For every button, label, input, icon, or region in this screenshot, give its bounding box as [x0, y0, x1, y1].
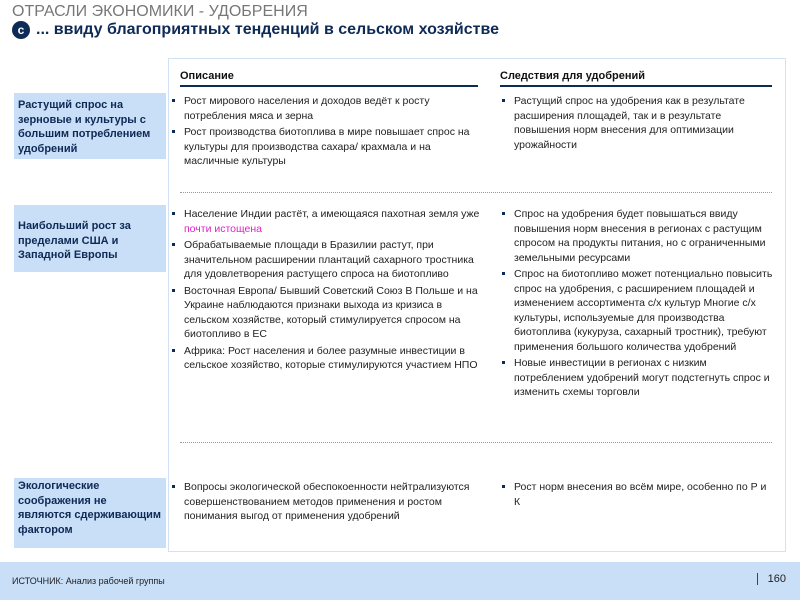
bullet: Вопросы экологической обеспокоенности нейтрализуются совершенствованием методов применения и ростом понимания выгод от применения удобрений [170, 480, 470, 524]
row2-description [170, 207, 486, 375]
row-label-ecology: Экологические соображения не являются сдерживающим фактором [14, 478, 166, 548]
bullet: Новые инвестиции в регионах с низким потреблением удобрений могут подстегнуть спрос и изменить схемы торговли [500, 356, 775, 400]
bullet: Африка: Рост населения и более разумные инвестиции в сельское хозяйство, которые стимулируются участием НПО [170, 344, 486, 373]
title-text: ... ввиду благоприятных тенденций в сельском хозяйстве [36, 21, 500, 38]
section-badge: c [12, 21, 30, 39]
row1-description [170, 94, 480, 171]
source-note: ИСТОЧНИК: Анализ рабочей группы [12, 576, 165, 586]
row3-implications [500, 480, 775, 511]
row-label-growth: Наибольший рост за пределами США и Западной Европы [14, 205, 166, 272]
highlighted-text: почти истощена [184, 222, 263, 235]
bullet: Рост мирового населения и доходов ведёт к росту потребления мяса и зерна [170, 94, 480, 123]
row3-description [170, 480, 470, 526]
bullet-text: Население Индии растёт, а имеющаяся пахотная земля уже [184, 208, 480, 220]
bullet: Спрос на биотопливо может потенциально повысить спрос на удобрения, с расширением площадей и изменением ассортимента с/х культур Многие с/х культуры, используемые для производства биотоплива (кукуруза, сахарный тростник), требуют применения большого количества удобрений [500, 267, 775, 354]
bullet: Обрабатываемые площади в Бразилии растут, при значительном расширении плантаций сахарного тростника для удовлетворения растущего спроса на биотопливо [170, 238, 486, 282]
row2-implications [500, 207, 775, 402]
row-label-demand: Растущий спрос на зерновые и культуры с большим потреблением удобрений [14, 93, 166, 159]
column-header-implications: Следствия для удобрений [500, 70, 772, 87]
footer [0, 562, 800, 600]
bullet: Растущий спрос на удобрения как в результате расширения площадей, так и в результате повышения норм внесения для оптимизации урожайности [500, 94, 775, 152]
row-divider [180, 442, 772, 443]
bullet: Спрос на удобрения будет повышаться ввиду повышения норм внесения в регионах с растущим спросом на продукты питания, но с ограниченными земельными ресурсами [500, 207, 775, 265]
section-kicker: ОТРАСЛИ ЭКОНОМИКИ - УДОБРЕНИЯ [12, 3, 308, 20]
page-number: 160 [757, 573, 786, 585]
bullet: Восточная Европа/ Бывший Советский Союз В Польше и на Украине наблюдаются признаки выхода из кризиса в сельском хозяйстве, который стимулируется спросом на биотопливо в ЕС [170, 284, 486, 342]
column-header-description: Описание [180, 70, 478, 87]
bullet [170, 207, 486, 236]
bullet: Рост норм внесения во всём мире, особенно по Р и К [500, 480, 775, 509]
slide-title [12, 21, 499, 39]
row1-implications [500, 94, 775, 154]
row-divider [180, 192, 772, 193]
bullet: Рост производства биотоплива в мире повышает спрос на культуры для производства сахара/ крахмала и на масличные культуры [170, 125, 480, 169]
